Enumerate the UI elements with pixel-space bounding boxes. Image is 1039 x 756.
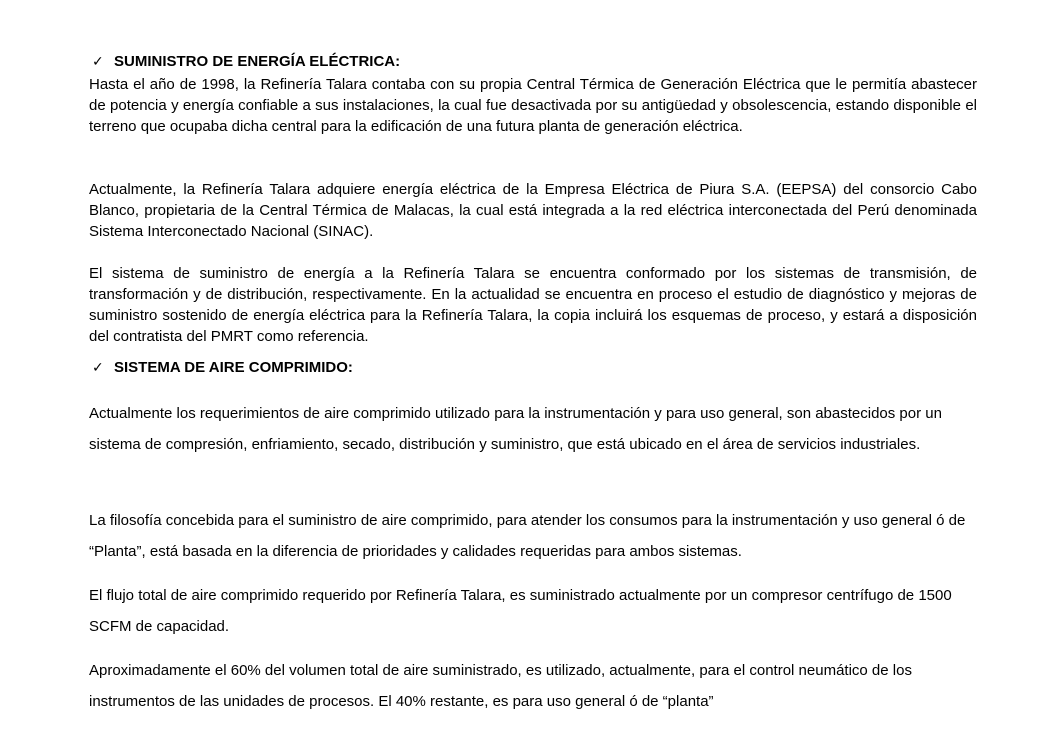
paragraph-electric-system: El sistema de suministro de energía a la Refinería Talara se encuentra conformado por los sistemas de transmisión, de transformación y de distribución, respectivamente. En la actualidad se encuentra en proceso el estudio de diagnóstico y mejoras de suministro sostenido de energía eléctrica para la Refinería Talara, la copia incluirá los esquemas de proceso, y estará a disposición del contratista del PMRT como referencia. — [89, 265, 977, 345]
heading-text: SISTEMA DE AIRE COMPRIMIDO: — [114, 359, 353, 376]
paragraph-air-flow: El flujo total de aire comprimido requerido por Refinería Talara, es suministrado actualmente por un compresor centrífugo de 1500 SCFM de capacidad. — [89, 587, 952, 635]
paragraph-electric-history: Hasta el año de 1998, la Refinería Talara contaba con su propia Central Térmica de Generación Eléctrica que le permitía abastecer de potencia y energía confiable a sus instalaciones, la cual fue desactivada por su antigüedad y obsolescencia, estando disponible el terreno que ocupaba dicha central para la edificación de una futura planta de generación eléctrica. — [89, 76, 977, 135]
section-heading-compressed-air — [89, 357, 353, 378]
paragraph-air-philosophy: La filosofía concebida para el suministro de aire comprimido, para atender los consumos para la instrumentación y uso general ó de “Planta”, está basada en la diferencia de prioridades y calidades requeridas para ambos sistemas. — [89, 512, 966, 560]
paragraph-electric-current: Actualmente, la Refinería Talara adquiere energía eléctrica de la Empresa Eléctrica de Piura S.A. (EEPSA) del consorcio Cabo Blanco, propietaria de la Central Térmica de Malacas, la cual está integrada a la red eléctrica interconectada del Perú denominada Sistema Interconectado Nacional (SINAC). — [89, 181, 977, 240]
paragraph-air-requirements: Actualmente los requerimientos de aire comprimido utilizado para la instrumentación y para uso general, son abastecidos por un sistema de compresión, enfriamiento, secado, distribución y suministro, que está ubicado en el área de servicios industriales. — [89, 405, 942, 453]
paragraph-air-distribution: Aproximadamente el 60% del volumen total de aire suministrado, es utilizado, actualmente, para el control neumático de los instrumentos de las unidades de procesos. El 40% restante, es para uso general ó de “planta” — [89, 662, 912, 710]
checkmark-icon: ✓ — [92, 53, 104, 69]
section-heading-electric-supply — [89, 51, 400, 72]
heading-text: SUMINISTRO DE ENERGÍA ELÉCTRICA: — [114, 53, 401, 70]
checkmark-icon: ✓ — [92, 359, 104, 375]
